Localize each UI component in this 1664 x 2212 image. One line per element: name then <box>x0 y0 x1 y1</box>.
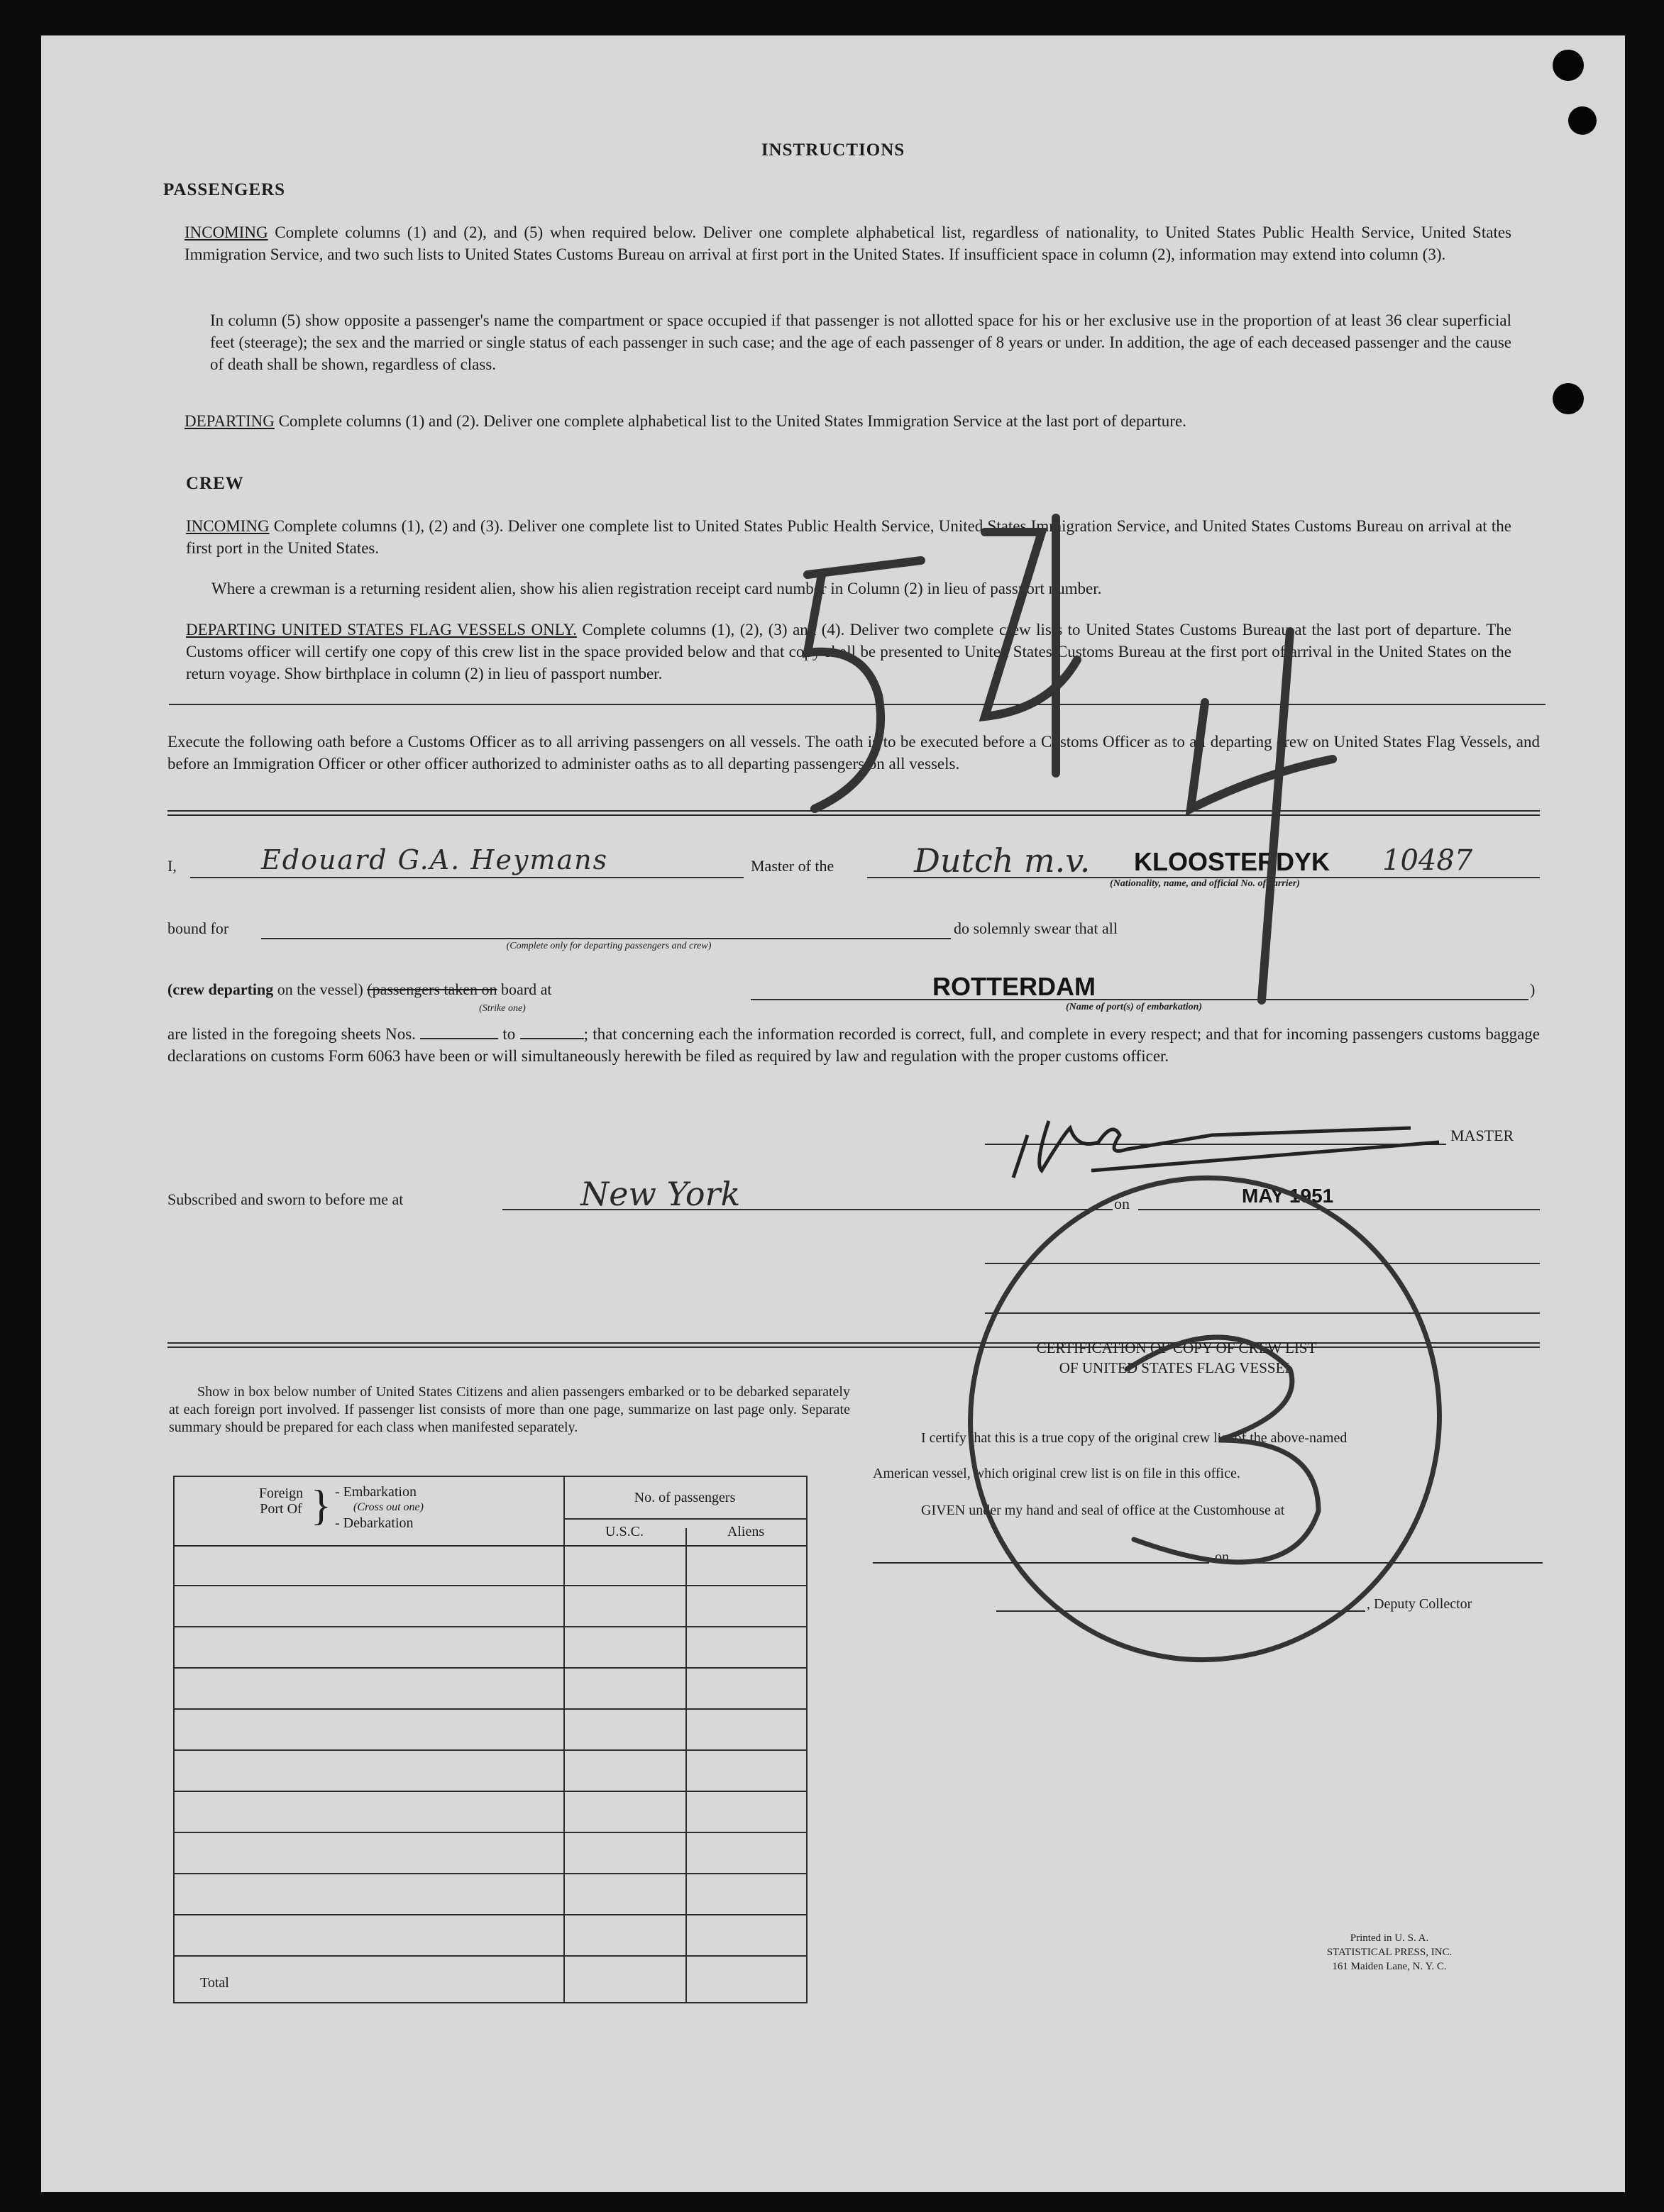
handwritten-circled-3 <box>921 1142 1489 1681</box>
port-close-paren: ) <box>1530 980 1536 998</box>
strike-line <box>167 980 552 999</box>
summary-table: Foreign Port Of } - Embarkation (Cross out one) - Debarkation No. of passengers U.S.C. Aliens Total <box>173 1476 808 2003</box>
master-label: MASTER <box>1450 1127 1514 1144</box>
master-name-line <box>190 877 744 878</box>
sheets-text-1: are listed in the foregoing sheets Nos. <box>167 1025 416 1043</box>
certification-heading-2: OF UNITED STATES FLAG VESSEL <box>1059 1359 1294 1376</box>
carrier-number: 10487 <box>1382 844 1473 877</box>
passengers-departing-paragraph <box>184 410 1511 432</box>
certify-line-2: American vessel, which original crew list is on file in this office. <box>873 1466 1240 1481</box>
board-at: board at <box>501 980 552 998</box>
sworn-date-stamp: MAY 1951 <box>1242 1185 1334 1207</box>
debarkation-label: - Debarkation <box>335 1515 414 1531</box>
punch-hole <box>1568 106 1597 135</box>
crew-departing-label: (crew departing <box>167 980 274 998</box>
sheets-to: to <box>502 1025 516 1043</box>
passengers-taken-struck: (passengers taken on <box>367 980 497 998</box>
usc-label: U.S.C. <box>605 1524 644 1539</box>
master-of-label: Master of the <box>751 857 834 875</box>
port-caption: (Name of port(s) of embarkation) <box>1065 1002 1203 1012</box>
on-the-vessel: on the vessel) <box>277 980 363 998</box>
swear-label: do solemnly swear that all <box>954 919 1118 937</box>
summary-rows <box>175 1545 806 1957</box>
document-page <box>41 35 1625 2192</box>
column5-paragraph: In column (5) show opposite a passenger's name the compartment or space occupied if that passenger is not allotted space for his or her exclusive use in the proportion of at least 36 clear superficial feet (steerage); the sex and the married or single status of each passenger in such case; and the age of each passenger of 8 years or under. In addition, the age of each deceased passenger and the cause of death shall be shown, regardless of class. <box>210 311 1511 373</box>
bound-for-label: bound for <box>167 919 229 937</box>
subscribed-label: Subscribed and sworn to before me at <box>167 1190 404 1208</box>
punch-hole <box>1553 383 1584 414</box>
passengers-heading: PASSENGERS <box>163 180 286 199</box>
crewman-paragraph: Where a crewman is a returning resident alien, show his alien registration receipt card number in Column (2) in lieu of passport number. <box>211 580 1102 597</box>
on-label: on <box>1114 1195 1130 1212</box>
given-line: GIVEN under my hand and seal of office at the Customhouse at <box>921 1503 1285 1518</box>
flag-vessels-label: DEPARTING UNITED STATES FLAG VESSELS ONLY. <box>186 621 577 638</box>
crew-incoming-label: INCOMING <box>186 517 270 535</box>
printer-imprint <box>1247 1931 1531 1974</box>
handwritten-number-5114 <box>751 475 1496 1085</box>
bound-for-caption: (Complete only for departing passengers and crew) <box>506 941 712 951</box>
oath-intro: Execute the following oath before a Customs Officer as to all arriving passengers on all vessels. The oath is to be executed before a Customs Officer as to all departing crew on United States Flag Vessels, and before an Immigration Officer or other officer authorized to administer oaths as to all departing passengers on all vessels. <box>167 733 1540 773</box>
certification-on-label: on <box>1215 1549 1229 1565</box>
master-name: Edouard G.A. Heymans <box>261 844 609 875</box>
strike-caption: (Strike one) <box>479 1003 526 1014</box>
printer-line-2: STATISTICAL PRESS, INC. <box>1326 1947 1453 1958</box>
total-label: Total <box>200 1975 229 1991</box>
crew-incoming-text: Complete columns (1), (2) and (3). Deliver one complete list to United States Public Health Service, United States Immigration Service, and United States Customs Bureau on arrival at the first port in the United States. <box>186 517 1511 557</box>
passengers-incoming-paragraph <box>184 221 1511 265</box>
summary-note: Show in box below number of United States Citizens and alien passengers embarked or to be debarked separately at each foreign port involved. If passenger list consists of more than one page, summarize on last page only. Separate summary should be prepared for each class when manifested separately. <box>169 1384 850 1435</box>
aliens-label: Aliens <box>727 1524 765 1539</box>
departing-label: DEPARTING <box>184 412 275 430</box>
embarkation-label: - Embarkation <box>335 1484 417 1500</box>
flag-vessels-text: Complete columns (1), (2), (3) and (4). Deliver two complete crew lists to United States Customs Bureau at the last port of departure. The Customs officer will certify one copy of this crew list in the space provided below and that copy shall be presented to United States Customs Bureau at the first port of arrival in the United States on the return voyage. Show birthplace in column (2) in lieu of passport number. <box>186 621 1512 682</box>
incoming-text: Complete columns (1) and (2), and (5) when required below. Deliver one complete alphabetical list, regardless of nationality, to United States Public Health Service, United States Immigration Service, and two such lists to United States Customs Bureau on arrival at first port in the United States. If insufficient space in column (2), information may extend into column (3). <box>184 223 1511 263</box>
certify-line-1: I certify that this is a true copy of the original crew list of the above-named <box>921 1430 1348 1446</box>
printer-line-3: 161 Maiden Lane, N. Y. C. <box>1332 1961 1447 1972</box>
i-label: I, <box>167 857 177 875</box>
incoming-label: INCOMING <box>184 223 268 241</box>
instructions-title: INSTRUCTIONS <box>761 140 905 160</box>
punch-hole <box>1553 50 1584 81</box>
certification-heading-1: CERTIFICATION OF COPY OF CREW LIST <box>1036 1339 1317 1356</box>
port-name: ROTTERDAM <box>932 972 1096 1001</box>
no-passengers-label: No. of passengers <box>634 1490 736 1505</box>
crew-heading: CREW <box>186 474 244 493</box>
departing-text: Complete columns (1) and (2). Deliver one complete alphabetical list to the United States Immigration Service at the last port of departure. <box>278 412 1186 430</box>
sheets-text-2: ; that concerning each the information recorded is correct, full, and complete in every respect; and that for incoming passengers customs baggage declarations on customs Form 6063 have been or will simultaneously herewith be filed as required by law and regulation with the proper customs officer. <box>167 1025 1540 1065</box>
carrier-caption: (Nationality, name, and official No. of carrier) <box>1110 878 1300 889</box>
carrier-name: KLOOSTERDYK <box>1134 847 1330 876</box>
sworn-place: New York <box>580 1175 741 1213</box>
deputy-collector-label: , Deputy Collector <box>1367 1596 1472 1612</box>
cross-out-label: (Cross out one) <box>353 1501 424 1513</box>
foreign-port-of: Foreign Port Of <box>258 1486 304 1517</box>
carrier-nationality: Dutch m.v. <box>914 841 1091 880</box>
printer-line-1: Printed in U. S. A. <box>1350 1932 1429 1944</box>
